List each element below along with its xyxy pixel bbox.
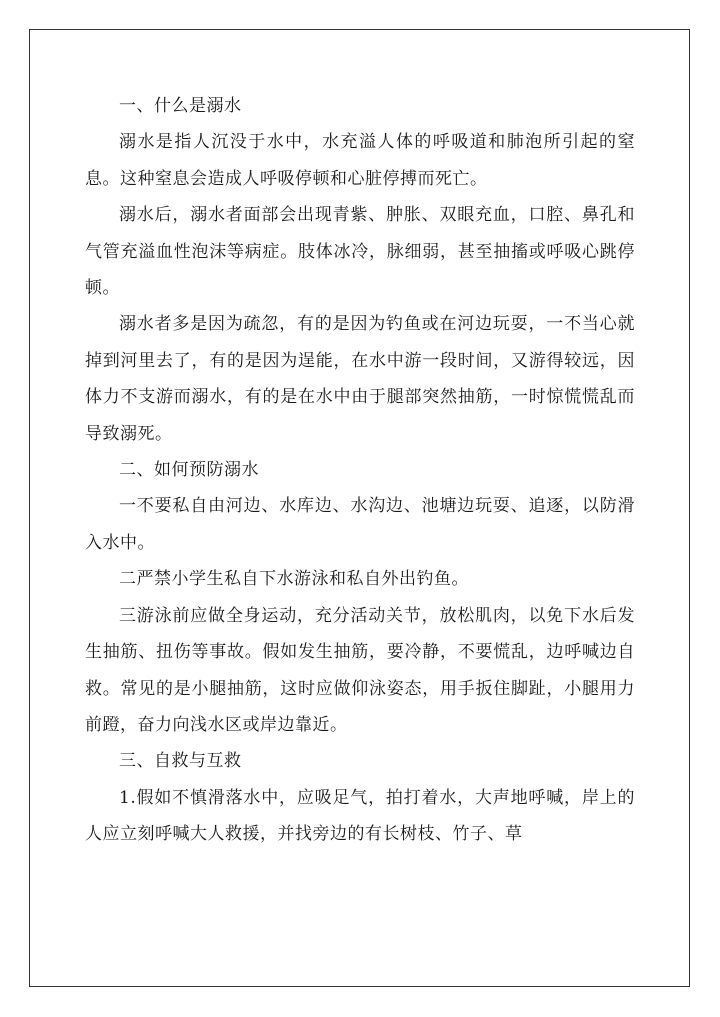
paragraph-2-2: 二严禁小学生私自下水游泳和私自外出钓鱼。 [119, 569, 469, 590]
section-heading-2: 二、如何预防溺水 [119, 460, 259, 481]
section-heading-1: 一、什么是溺水 [119, 96, 242, 116]
paragraph-1-3: 溺水者多是因为疏忽，有的是因为钓鱼或在河边玩耍，一不当心就掉到河里去了，有的是因为逞能，在水中游一段时间，又游得较远，因体力不支游而溺水，有的是在水中由于腿部突然抽筋，一时惊慌慌乱而导致溺死。 [85, 314, 635, 444]
paragraph-1-2: 溺水后，溺水者面部会出现青紫、肿胀、双眼充血，口腔、鼻孔和气管充溢血性泡沫等病症。肢体冰冷，脉细弱，甚至抽搐或呼吸心跳停顿。 [85, 205, 635, 299]
paragraph-1-1: 溺水是指人沉没于水中，水充溢人体的呼吸道和肺泡所引起的窒息。这种窒息会造成人呼吸停顿和心脏停搏而死亡。 [85, 132, 635, 189]
paragraph-2-1: 一不要私自由河边、水库边、水沟边、池塘边玩耍、追逐，以防滑入水中。 [85, 496, 635, 553]
document-body [85, 88, 635, 853]
section-heading-3: 三、自救与互救 [119, 751, 242, 772]
paragraph-3-1: 1.假如不慎滑落水中，应吸足气，拍打着水，大声地呼喊，岸上的人应立刻呼喊大人救援，并找旁边的有长树枝、竹子、草 [85, 787, 635, 845]
paragraph-2-3: 三游泳前应做全身运动，充分活动关节，放松肌肉，以免下水后发生抽筋、扭伤等事故。假如发生抽筋，要冷静，不要慌乱，边呼喊边自救。常见的是小腿抽筋，这时应做仰泳姿态，用手扳住脚趾，小腿用力前蹬，奋力向浅水区或岸边靠近。 [85, 605, 635, 735]
